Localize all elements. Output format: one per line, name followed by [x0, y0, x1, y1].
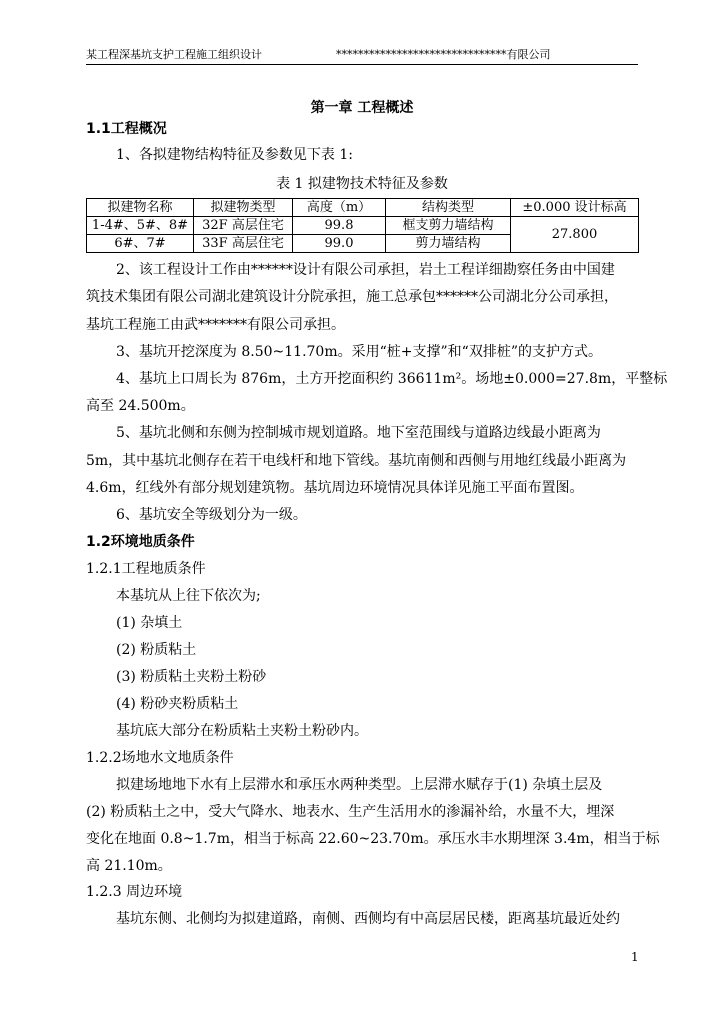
hydrogeology-line: 拟建场地地下水有上层滞水和承压水两种类型。上层滞水赋存于(1) 杂填土层及 [116, 777, 603, 793]
table-header-cell: 高度（m） [293, 199, 386, 217]
hydrogeology-line: (2) 粉质粘土之中，受大气降水、地表水、生产生活用水的渗漏补给，水量不大，埋深 [86, 804, 615, 820]
surroundings-line: 基坑东侧、北侧均为拟建道路，南侧、西侧均有中高层居民楼，距离基坑最近处约 [116, 911, 620, 927]
chapter-title: 第一章 工程概述 [310, 100, 414, 116]
section-heading-1-2: 1.2环境地质条件 [86, 534, 195, 550]
page-number: 1 [631, 950, 639, 964]
paragraph-2-line: 基坑工程施工由武*******有限公司承担。 [86, 317, 345, 333]
geology-list-item: (1) 杂填土 [116, 615, 183, 631]
table-header-cell: ±0.000 设计标高 [511, 199, 639, 217]
paragraph-5-line: 4.6m，红线外有部分规划建筑物。基坑周边环境情况具体详见施工平面布置图。 [86, 480, 584, 496]
table-header-cell: 结构类型 [386, 199, 511, 217]
paragraph-4-line: 高至 24.500m。 [86, 398, 195, 414]
hydrogeology-line: 变化在地面 0.8~1.7m，相当于标高 22.60~23.70m。承压水丰水期埋深 3.4m，相当于标 [86, 831, 660, 847]
paragraph-2-line: 筑技术集团有限公司湖北建筑设计分院承担，施工总承包******公司湖北分公司承担， [86, 289, 618, 305]
paragraph-5-line: 5、基坑北侧和东侧为控制城市规划道路。地下室范围线与道路边线最小距离为 [116, 425, 601, 441]
table-cell: 剪力墙结构 [386, 235, 511, 253]
building-parameters-table [86, 198, 639, 253]
header-left-text: 某工程深基坑支护工程施工组织设计 [86, 48, 262, 61]
paragraph-5-line: 5m，其中基坑北侧存在若干电线杆和地下管线。基坑南侧和西侧与用地红线最小距离为 [86, 453, 627, 469]
table-header-cell: 拟建物类型 [194, 199, 293, 217]
table-cell: 33F 高层住宅 [194, 235, 293, 253]
header-right-text: *******************************有限公司 [336, 48, 551, 61]
paragraph-2-line: 2、该工程设计工作由******设计有限公司承担，岩土工程详细勘察任务由中国建 [116, 262, 615, 278]
geology-list-item: (3) 粉质粘土夹粉土粉砂 [116, 669, 267, 685]
table-header-cell: 拟建物名称 [87, 199, 194, 217]
table-cell: 99.8 [293, 217, 386, 235]
geology-list-item: (4) 粉砂夹粉质粘土 [116, 696, 239, 712]
hydrogeology-line: 高 21.10m。 [86, 858, 172, 874]
table-cell: 32F 高层住宅 [194, 217, 293, 235]
geology-summary: 基坑底大部分在粉质粘土夹粉土粉砂内。 [116, 723, 368, 739]
paragraph-1: 1、各拟建物结构特征及参数见下表 1: [116, 147, 353, 163]
subsection-heading-1-2-1: 1.2.1工程地质条件 [86, 561, 206, 577]
table-caption: 表 1 拟建物技术特征及参数 [276, 176, 448, 192]
paragraph-3: 3、基坑开挖深度为 8.50~11.70m。采用“桩+支撑”和“双排桩”的支护方式。 [116, 344, 602, 360]
table-cell: 6#、7# [87, 235, 194, 253]
table-cell-merged-elevation: 27.800 [511, 217, 639, 253]
paragraph-6: 6、基坑安全等级划分为一级。 [116, 507, 307, 523]
table-cell: 99.0 [293, 235, 386, 253]
subsection-heading-1-2-2: 1.2.2场地水文地质条件 [86, 750, 234, 766]
geology-intro: 本基坑从上往下依次为; [116, 588, 261, 604]
table-cell: 框支剪力墙结构 [386, 217, 511, 235]
table-header-row [87, 199, 639, 217]
page-header [86, 48, 638, 65]
geology-list-item: (2) 粉质粘土 [116, 642, 197, 658]
subsection-heading-1-2-3: 1.2.3 周边环境 [86, 884, 183, 900]
paragraph-4-line: 4、基坑上口周长为 876m，土方开挖面积约 36611m²。场地±0.000=27.8m，平整标 [116, 371, 668, 387]
section-heading-1-1: 1.1工程概况 [86, 121, 167, 137]
table-row [87, 217, 639, 235]
table-cell: 1-4#、5#、8# [87, 217, 194, 235]
